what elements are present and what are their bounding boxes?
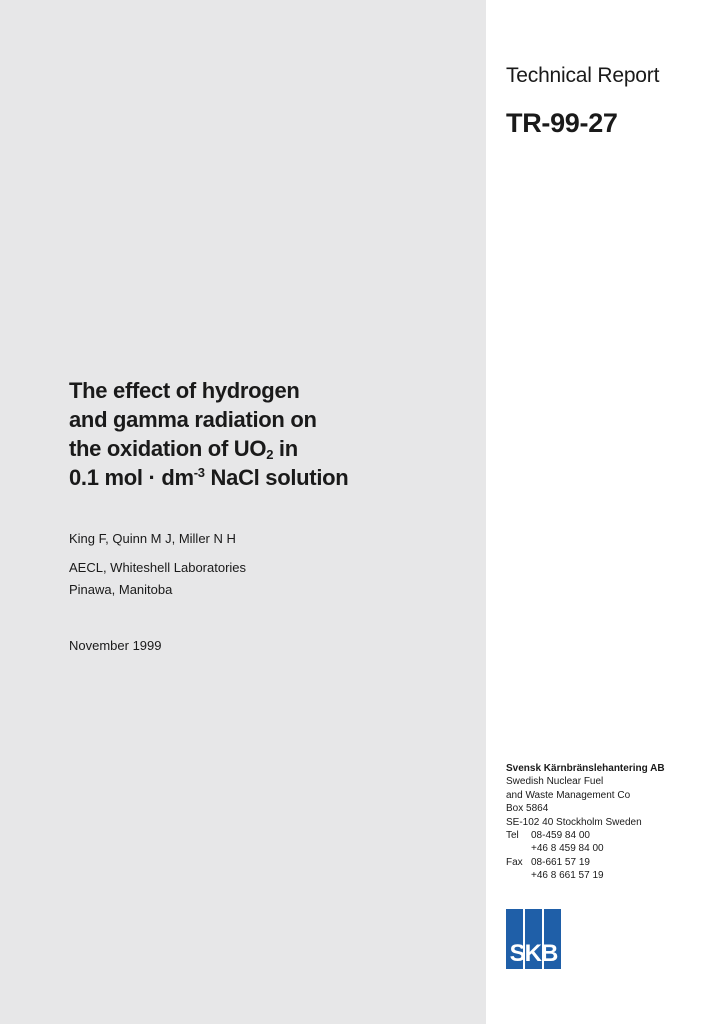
publisher-line-1: Swedish Nuclear Fuel xyxy=(506,776,604,788)
title-subscript: 2 xyxy=(266,447,274,462)
report-number: TR-99-27 xyxy=(506,108,618,138)
publisher-tel-intl xyxy=(506,842,665,855)
report-type: Technical Report xyxy=(506,64,660,87)
fax-label: Fax xyxy=(506,856,523,868)
title-line-4 xyxy=(69,463,469,492)
publisher-fax xyxy=(506,856,665,869)
report-title xyxy=(69,376,469,492)
publisher-line-2: and Waste Management Co xyxy=(506,789,631,801)
publisher-line-4: SE-102 40 Stockholm Sweden xyxy=(506,816,642,828)
tel-number-1: 08-459 84 00 xyxy=(531,830,590,842)
tel-number-2: +46 8 459 84 00 xyxy=(531,843,604,855)
title-superscript: -3 xyxy=(193,465,205,480)
publisher-line-3: Box 5864 xyxy=(506,803,549,815)
title-line-4-text: 0.1 mol · dm xyxy=(69,465,194,490)
title-line-3-end: in xyxy=(273,436,298,461)
affiliation-line-1: AECL, Whiteshell Laboratories xyxy=(69,560,247,575)
publisher-name: Svensk Kärnbränslehantering AB xyxy=(506,763,665,774)
title-line-3 xyxy=(69,434,469,463)
publication-date: November 1999 xyxy=(69,638,162,653)
title-line-1: The effect of hydrogen xyxy=(69,378,300,403)
skb-logo xyxy=(506,909,561,969)
title-line-4-end: NaCl solution xyxy=(204,465,349,490)
fax-number-1: 08-661 57 19 xyxy=(531,856,590,868)
publisher-block xyxy=(506,762,665,883)
publisher-tel xyxy=(506,829,665,842)
authors: King F, Quinn M J, Miller N H xyxy=(69,531,236,546)
title-line-3-text: the oxidation of UO xyxy=(69,436,267,461)
tel-label: Tel xyxy=(506,830,519,842)
fax-number-2: +46 8 661 57 19 xyxy=(531,870,604,882)
title-line-2: and gamma radiation on xyxy=(69,407,317,432)
affiliation-line-2: Pinawa, Manitoba xyxy=(69,582,173,597)
skb-logo-text: SKB xyxy=(509,940,558,967)
publisher-fax-intl xyxy=(506,869,665,882)
